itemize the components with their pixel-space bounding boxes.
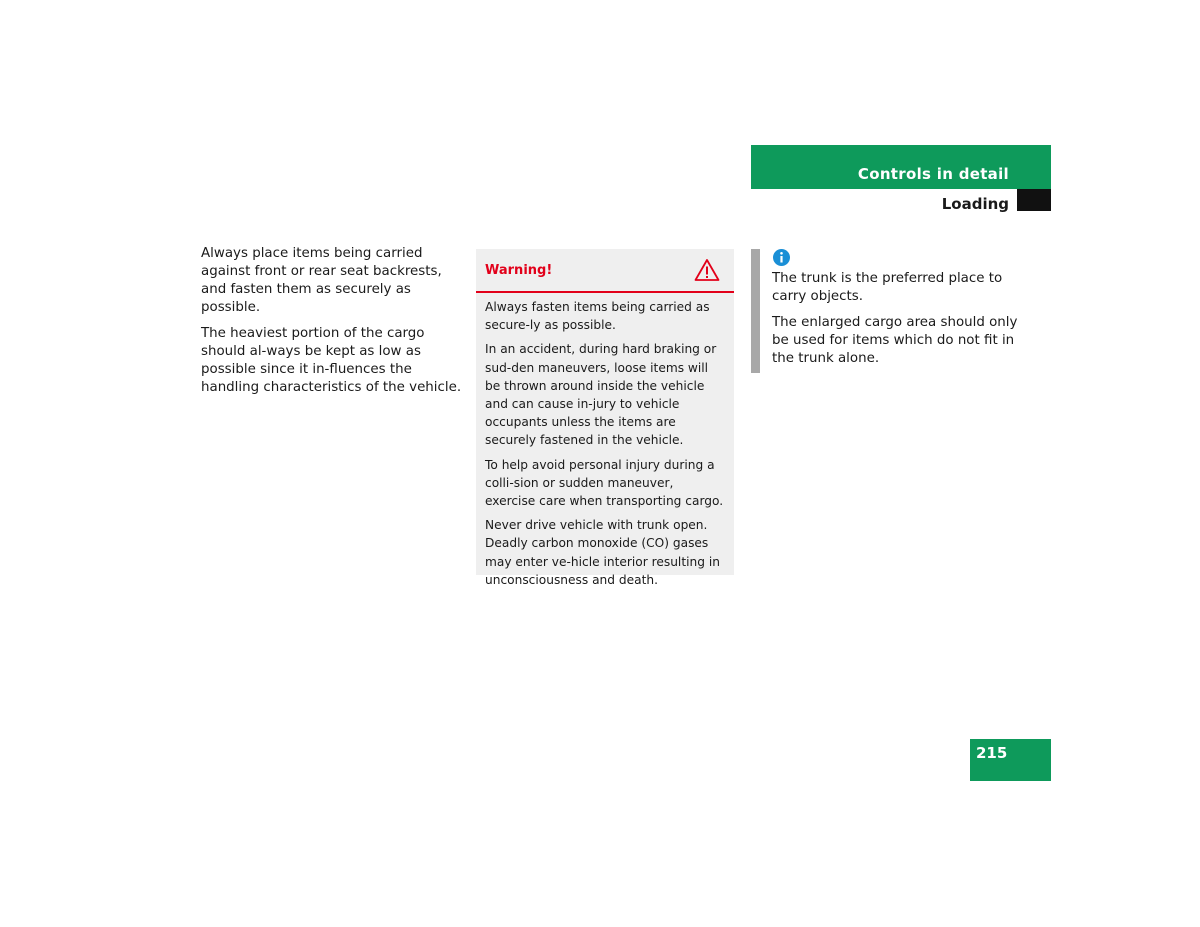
info-column (772, 270, 1034, 376)
left-column (201, 245, 463, 405)
subsection-title: Loading (941, 195, 1009, 213)
info-paragraph-2: The enlarged cargo area should only be used for items which do not fit in the trunk alone. (772, 315, 1018, 366)
section-header (751, 145, 1051, 189)
page-number-box (970, 739, 1051, 781)
section-title: Controls in detail (857, 165, 1009, 183)
warning-paragraph-4: Never drive vehicle with trunk open. Deadly carbon monoxide (CO) gases may enter ve-hicle interior resulting in unconsciousness and death. (485, 518, 720, 587)
warning-paragraph-1: Always fasten items being carried as secure-ly as possible. (485, 300, 710, 333)
info-paragraph-1: The trunk is the preferred place to carry objects. (772, 271, 1003, 304)
warning-body (476, 293, 734, 589)
warning-paragraph-2: In an accident, during hard braking or sud-den maneuvers, loose items will be thrown around inside the vehicle and can cause in-jury to vehicle occupants unless the items are securely fastened in the vehicle. (485, 342, 717, 448)
warning-label: Warning! (485, 263, 553, 278)
subsection-header (751, 189, 1051, 211)
warning-header (476, 249, 734, 293)
left-paragraph-2: The heaviest portion of the cargo should al-ways be kept as low as possible since it in-fluences the handling characteristics of the vehicle. (201, 326, 462, 395)
warning-box (476, 249, 734, 587)
warning-triangle-icon (694, 258, 720, 282)
info-icon (773, 249, 790, 266)
left-paragraph-1: Always place items being carried against front or rear seat backrests, and fasten them as securely as possible. (201, 246, 442, 315)
page-number: 215 (976, 744, 1008, 762)
warning-paragraph-3: To help avoid personal injury during a colli-sion or sudden maneuver, exercise care when transporting cargo. (485, 457, 724, 509)
info-sidebar-bar (751, 249, 760, 373)
subsection-marker (1017, 189, 1051, 211)
